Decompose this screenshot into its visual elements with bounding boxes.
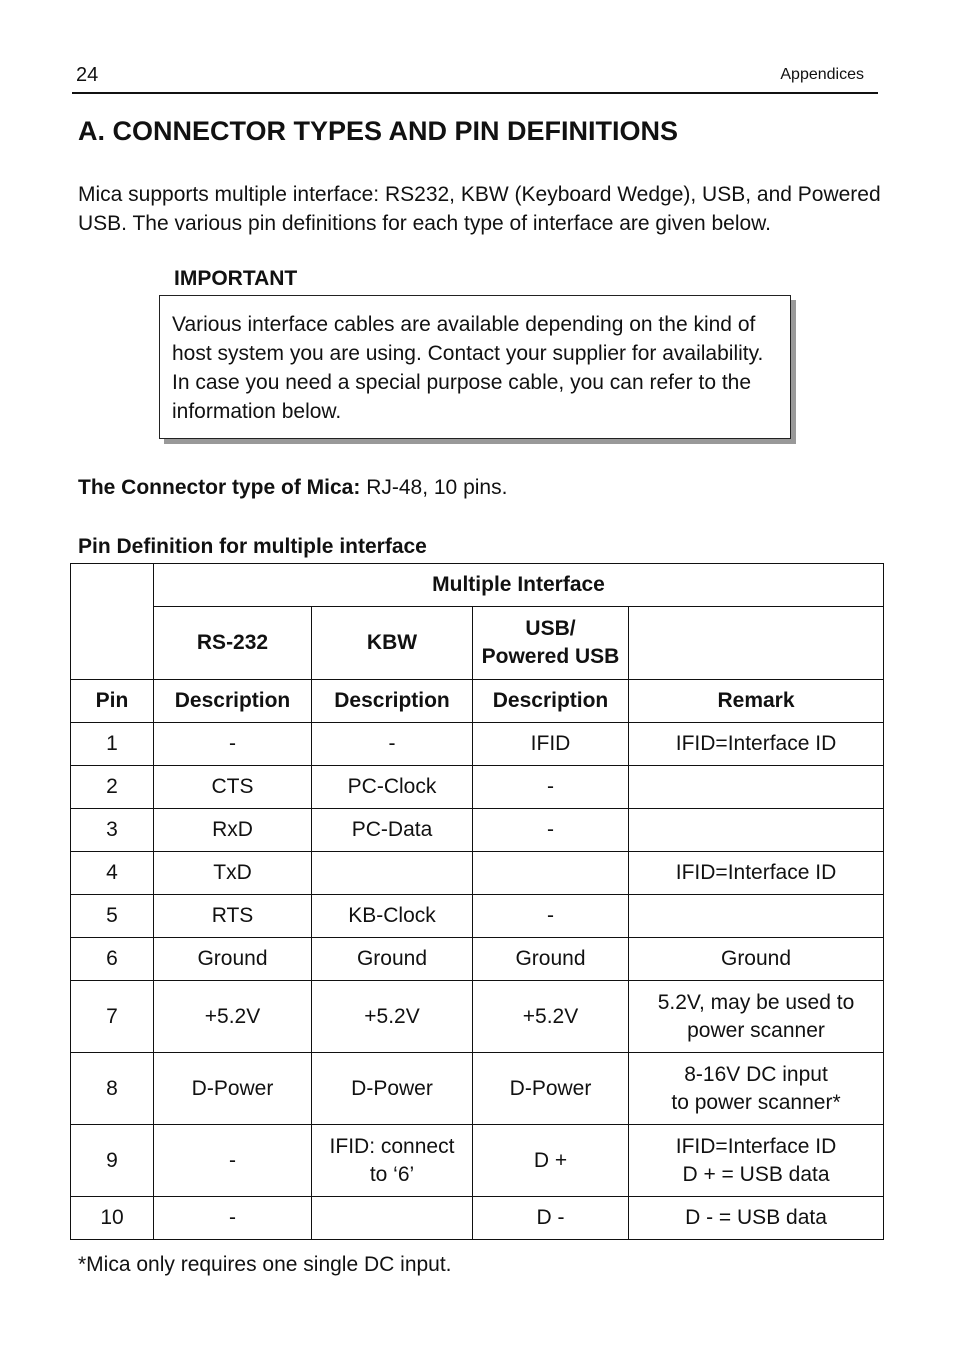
footnote: *Mica only requires one single DC input.: [78, 1253, 452, 1276]
remark-cell: IFID=Interface ID: [629, 723, 884, 766]
page-number: 24: [76, 64, 99, 86]
important-note-text: Various interface cables are available depending on the kind of host system you are using. Contact your supplier for availability. In case you need a special purpose cable, you can refer to the information below.: [172, 313, 764, 423]
table-row: [71, 981, 884, 1053]
section-name: Appendices: [780, 66, 864, 83]
empty-interface-cell: [629, 607, 884, 680]
remark-cell: [629, 1053, 884, 1125]
remark-cell: [629, 895, 884, 938]
table-row: [71, 895, 884, 938]
kbw-cell: [312, 1125, 473, 1197]
remark-cell: [629, 1125, 884, 1197]
kbw-cell: [312, 1197, 473, 1240]
page-header: [72, 60, 878, 94]
page-title: A. CONNECTOR TYPES AND PIN DEFINITIONS: [78, 116, 679, 146]
usb-cell: -: [473, 766, 629, 809]
remark-line-2: to power scanner*: [671, 1090, 841, 1114]
pin-cell: 6: [71, 938, 154, 981]
rs232-cell: CTS: [154, 766, 312, 809]
column-header-pin: Pin: [71, 680, 154, 723]
usb-cell: +5.2V: [473, 981, 629, 1053]
rs232-cell: +5.2V: [154, 981, 312, 1053]
table-row: [71, 1125, 884, 1197]
interface-usb-header: [473, 607, 629, 680]
rs232-cell: -: [154, 723, 312, 766]
intro-paragraph: Mica supports multiple interface: RS232, KBW (Keyboard Wedge), USB, and Powered USB. The various pin definitions for each type of interface are given below.: [78, 183, 881, 235]
remark-cell: Ground: [629, 938, 884, 981]
pin-cell: 8: [71, 1053, 154, 1125]
interface-kbw-header: KBW: [312, 607, 473, 680]
kbw-line-2: to ‘6’: [369, 1162, 415, 1186]
usb-cell: D +: [473, 1125, 629, 1197]
pin-cell: 9: [71, 1125, 154, 1197]
pin-cell: 2: [71, 766, 154, 809]
table-header-row: [71, 564, 884, 607]
remark-line-1: 8-16V DC input: [684, 1062, 828, 1086]
column-header-description: Description: [312, 680, 473, 723]
interface-rs232-header: RS-232: [154, 607, 312, 680]
kbw-cell: +5.2V: [312, 981, 473, 1053]
remark-line-2: D + = USB data: [682, 1162, 830, 1186]
usb-cell: Ground: [473, 938, 629, 981]
table-row: [71, 1053, 884, 1125]
remark-cell: [629, 981, 884, 1053]
rs232-cell: RTS: [154, 895, 312, 938]
table-row: [71, 766, 884, 809]
table-row: [71, 723, 884, 766]
remark-cell: IFID=Interface ID: [629, 852, 884, 895]
interface-powered-usb-label: Powered USB: [481, 645, 620, 668]
table-row: [71, 1197, 884, 1240]
rs232-cell: TxD: [154, 852, 312, 895]
rs232-cell: D-Power: [154, 1053, 312, 1125]
table-caption: Pin Definition for multiple interface: [78, 535, 427, 558]
kbw-cell: PC-Data: [312, 809, 473, 852]
kbw-cell: PC-Clock: [312, 766, 473, 809]
kbw-cell: KB-Clock: [312, 895, 473, 938]
interface-header-row: [71, 607, 884, 680]
rs232-cell: RxD: [154, 809, 312, 852]
rs232-cell: Ground: [154, 938, 312, 981]
pin-cell: 7: [71, 981, 154, 1053]
column-header-row: [71, 680, 884, 723]
remark-line-1: IFID=Interface ID: [675, 1134, 837, 1158]
connector-type-value: RJ-48, 10 pins.: [360, 476, 508, 499]
column-header-remark: Remark: [629, 680, 884, 723]
pin-cell: 10: [71, 1197, 154, 1240]
pin-cell: 1: [71, 723, 154, 766]
kbw-cell: Ground: [312, 938, 473, 981]
rs232-cell: -: [154, 1125, 312, 1197]
remark-cell: [629, 809, 884, 852]
usb-cell: D-Power: [473, 1053, 629, 1125]
table-row: [71, 809, 884, 852]
usb-cell: D -: [473, 1197, 629, 1240]
kbw-line-1: IFID: connect: [329, 1134, 455, 1158]
remark-line-2: power scanner: [687, 1018, 825, 1042]
pin-definition-table: [70, 563, 884, 1240]
pin-cell: 5: [71, 895, 154, 938]
kbw-cell: [312, 852, 473, 895]
connector-type-label: The Connector type of Mica:: [78, 476, 361, 499]
pin-cell: 4: [71, 852, 154, 895]
usb-cell: -: [473, 809, 629, 852]
remark-cell: [629, 766, 884, 809]
interface-usb-label: USB/: [525, 617, 576, 640]
remark-cell: D - = USB data: [629, 1197, 884, 1240]
empty-corner-cell: [71, 564, 154, 680]
table-row: [71, 938, 884, 981]
usb-cell: IFID: [473, 723, 629, 766]
pin-cell: 3: [71, 809, 154, 852]
usb-cell: [473, 852, 629, 895]
important-note-box: [159, 295, 791, 439]
rs232-cell: -: [154, 1197, 312, 1240]
kbw-cell: -: [312, 723, 473, 766]
table-row: [71, 852, 884, 895]
connector-type-line: [78, 476, 507, 500]
important-label: IMPORTANT: [174, 267, 298, 290]
column-header-description: Description: [473, 680, 629, 723]
group-header-cell: Multiple Interface: [154, 564, 884, 607]
usb-cell: -: [473, 895, 629, 938]
remark-line-1: 5.2V, may be used to: [657, 990, 855, 1014]
column-header-description: Description: [154, 680, 312, 723]
kbw-cell: D-Power: [312, 1053, 473, 1125]
